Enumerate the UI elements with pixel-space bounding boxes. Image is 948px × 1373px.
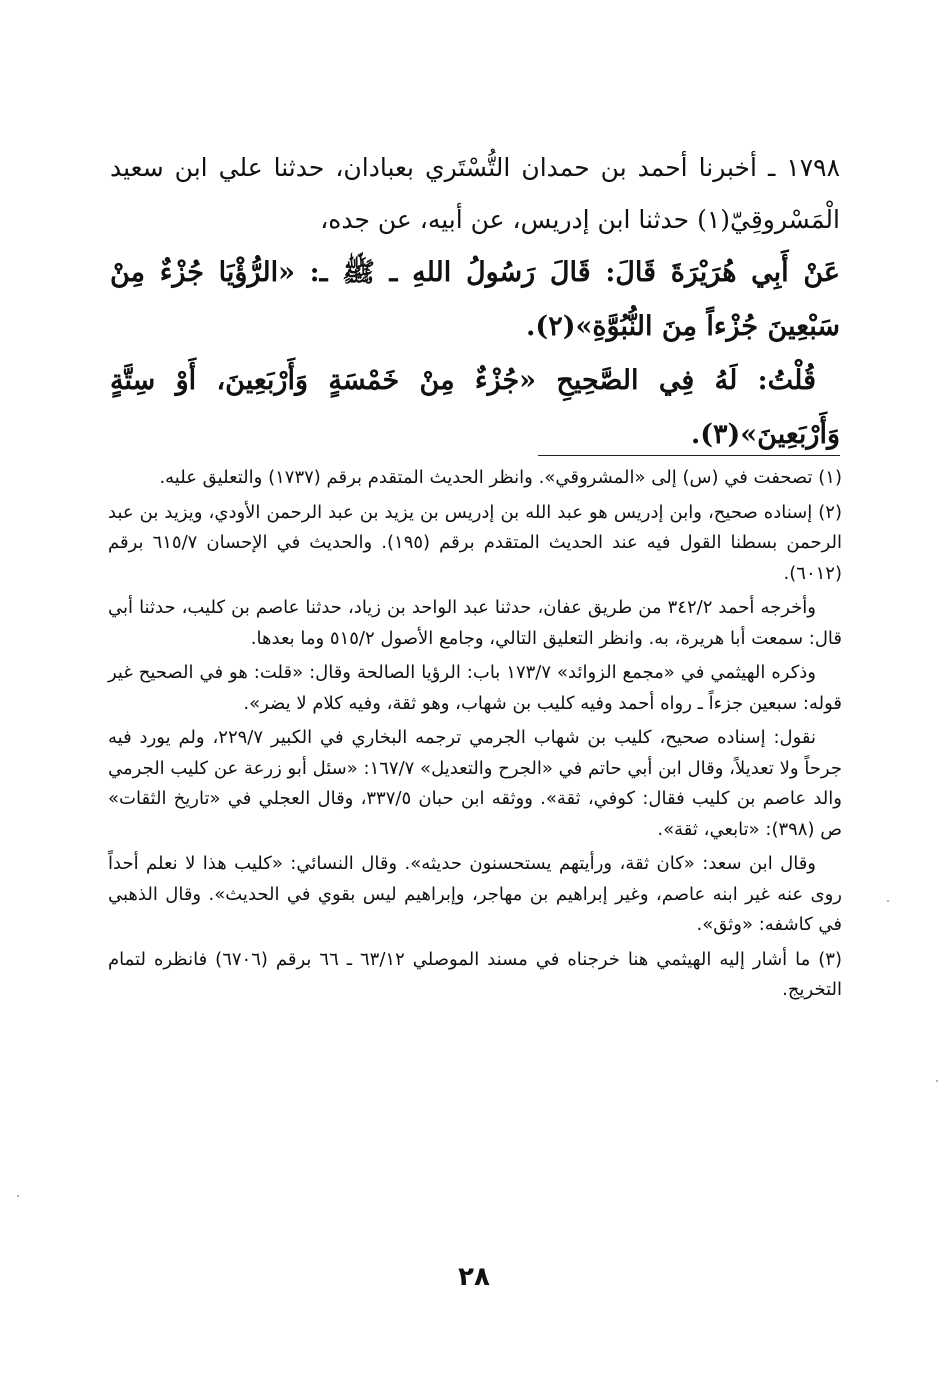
scan-speck: [17, 1195, 19, 1197]
hadith-matn: عَنْ أَبِي هُرَيْرَةَ قَالَ: قَالَ رَسُولُ اللهِ ـ ﷺ ـ: «الرُّؤْيَا جُزْءٌ مِنْ سَبْعِينَ جُزْءاً مِنَ النُّبُوَّةِ»(٢).: [110, 257, 840, 342]
page-number: ٢٨: [458, 1262, 490, 1292]
footnote-3: (٣) ما أشار إليه الهيثمي هنا خرجناه في مسند الموصلي ٦٣/١٢ ـ ٦٦ برقم (٦٧٠٦) فانظره لتمام التخريج.: [108, 948, 842, 1000]
footnote-2-paragraph: وذكره الهيثمي في «مجمع الزوائد» ١٧٣/٧ باب: الرؤيا الصالحة وقال: «قلت: هو في الصحيح غير قوله: سبعين جزءاً ـ رواه أحمد وفيه كليب بن شهاب، وهو ثقة، وفيه كلام لا يضر».: [108, 662, 842, 714]
footnote-2: (٢) إسناده صحيح، وابن إدريس هو عبد الله بن إدريس بن يزيد بن عبد الرحمن الأودي، ويزيد بن عبد الرحمن بسطنا القول فيه عند الحديث المتقدم برقم (١٩٥). والحديث في الإحسان ٦١٥/٧ برقم (٦٠١٢).: [108, 501, 843, 584]
scan-speck: [936, 1080, 938, 1082]
footnotes: [108, 463, 842, 1010]
footnote-separator: [538, 455, 840, 456]
footnote-2-paragraph: وقال ابن سعد: «كان ثقة، ورأيتهم يستحسنون حديثه». وقال النسائي: «كليب هذا لا نعلم أحداً روى عنه غير ابنه عاصم، وغير إبراهيم بن مهاجر، وإبراهيم ليس بقوي في الحديث». وقال الذهبي في كاشفه: «وثق».: [108, 853, 842, 935]
author-comment: قُلْتُ: لَهُ فِي الصَّحِيحِ «جُزْءٌ مِنْ خَمْسَةٍ وَأَرْبَعِينَ، أَوْ سِتَّةٍ وَأَرْبَعِينَ»(٣).: [110, 365, 840, 450]
footnote-2-paragraph: نقول: إسناده صحيح، كليب بن شهاب الجرمي ترجمه البخاري في الكبير ٢٢٩/٧، ولم يورد فيه جرحاً ولا تعديلاً، وقال ابن أبي حاتم في «الجرح والتعديل» ١٦٧/٧: «سئل أبو زرعة عن كليب الجرمي والد عاصم بن كليب فقال: كوفي، ثقة». ووثقه ابن حبان ٣٣٧/٥، وقال العجلي في «تاريخ الثقات» ص (٣٩٨): «تابعي، ثقة».: [108, 727, 842, 840]
footnote-1: (١) تصحفت في (س) إلى «المشروقي». وانظر الحديث المتقدم برقم (١٧٣٧) والتعليق عليه.: [159, 467, 842, 488]
hadith-text: [110, 142, 840, 462]
hadith-isnad: ١٧٩٨ ـ أخبرنا أحمد بن حمدان التُّسْتَري بعبادان، حدثنا علي ابن سعيد الْمَسْروقِيّ(١) حدثنا ابن إدريس، عن أبيه، عن جده،: [110, 153, 840, 234]
scan-speck: [887, 900, 889, 902]
footnote-2-paragraph: وأخرجه أحمد ٣٤٢/٢ من طريق عفان، حدثنا عبد الواحد بن زياد، حدثنا عاصم بن كليب، حدثنا أبي قال: سمعت أبا هريرة، به. وانظر التعليق التالي، وجامع الأصول ٥١٥/٢ وما بعدها.: [108, 597, 842, 649]
